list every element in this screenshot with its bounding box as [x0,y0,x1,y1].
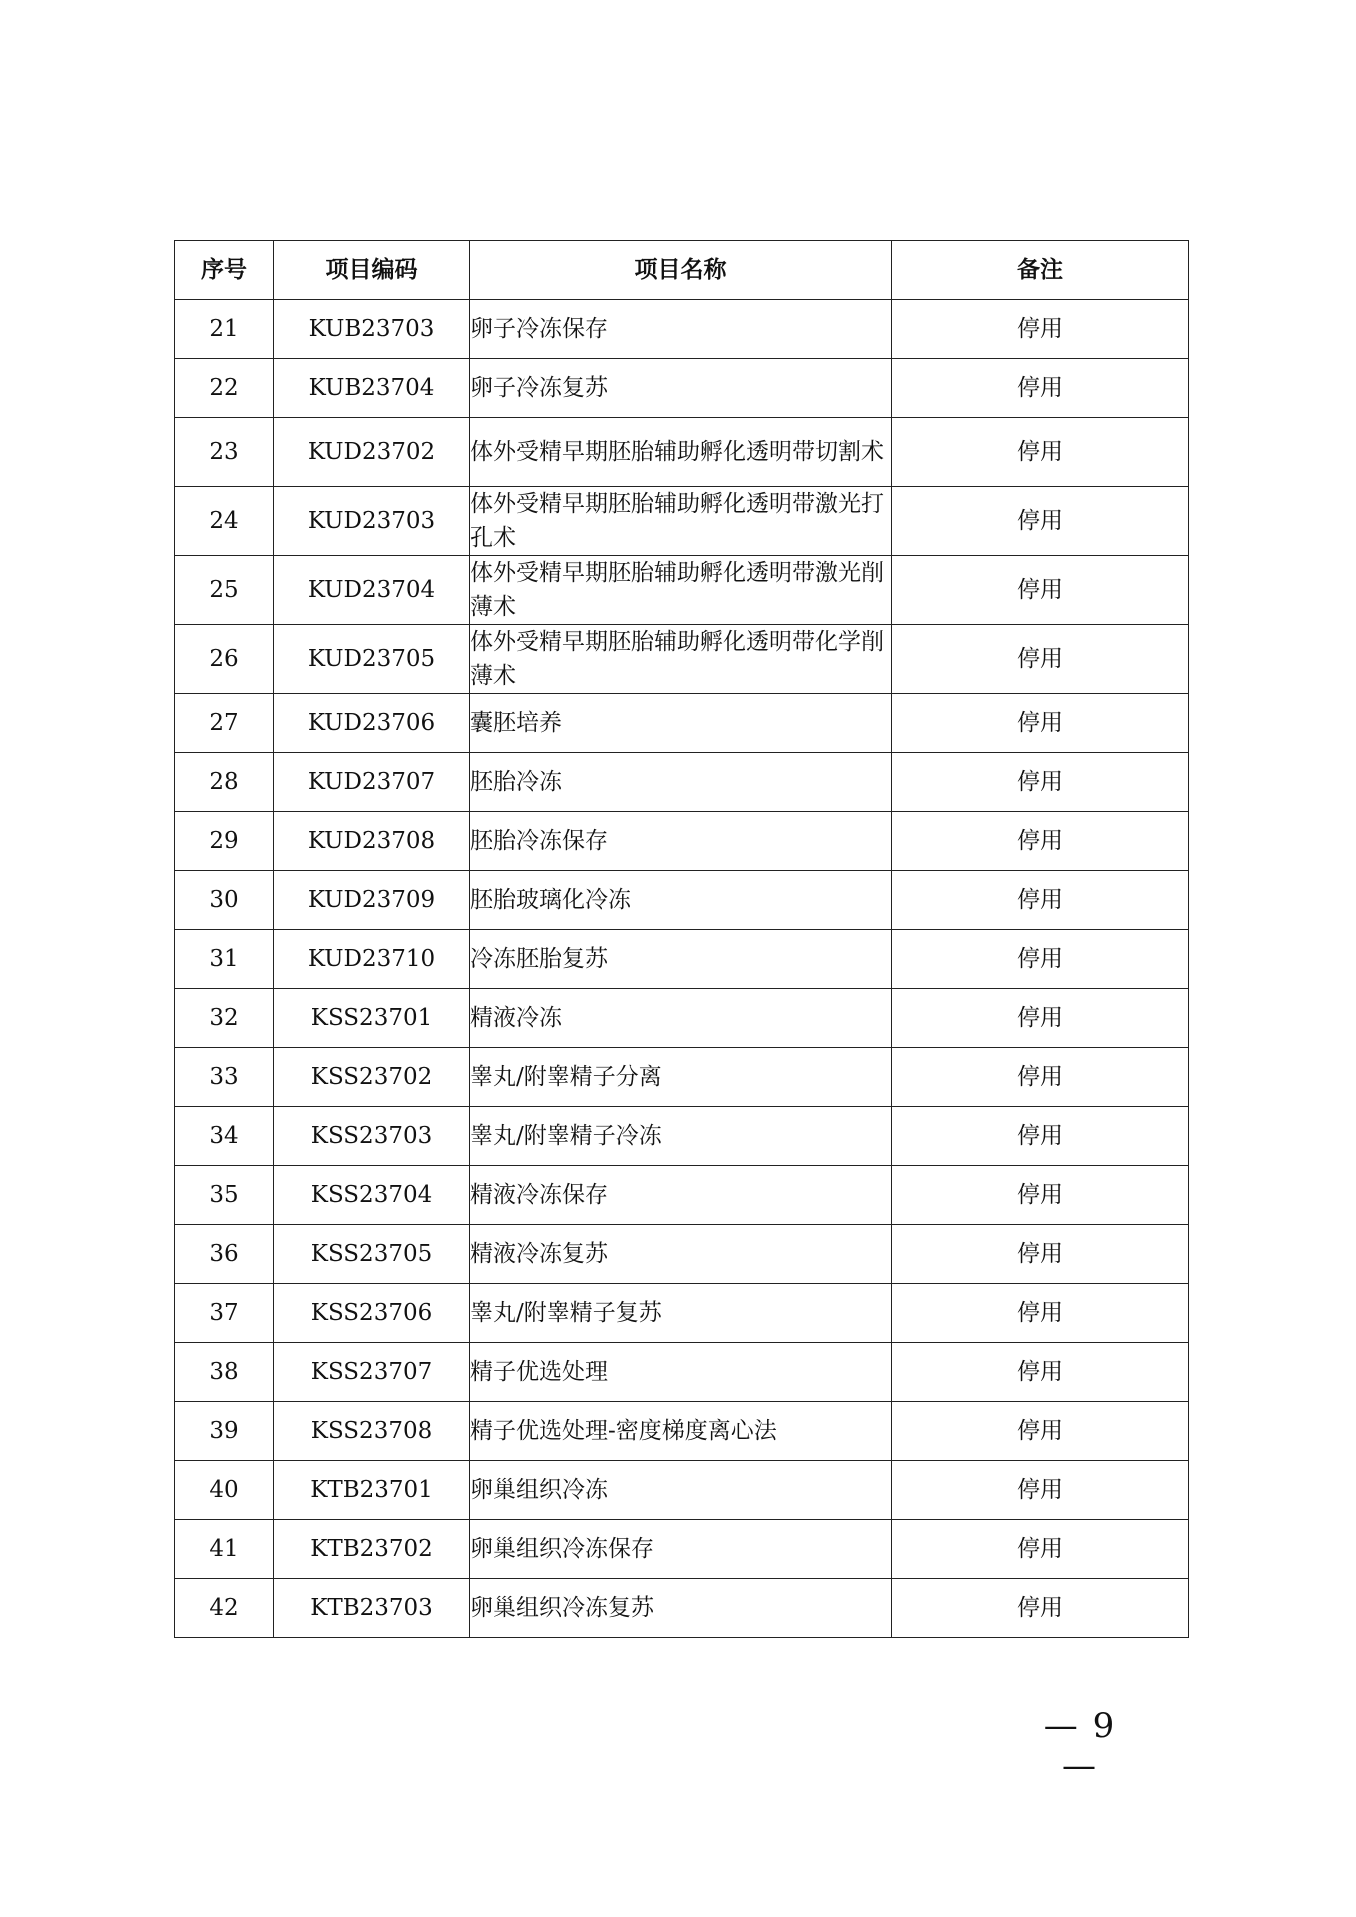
table-row [175,625,1189,694]
project-name-cell: 精子优选处理 [470,1343,892,1402]
project-name-cell: 睾丸/附睾精子分离 [470,1048,892,1107]
remark-cell: 停用 [892,1343,1189,1402]
table-row [175,753,1189,812]
project-name-cell: 胚胎玻璃化冷冻 [470,871,892,930]
project-name-cell: 精子优选处理-密度梯度离心法 [470,1402,892,1461]
table-row [175,300,1189,359]
project-code-cell: KTB23703 [274,1579,470,1638]
serial-number-cell: 21 [175,300,274,359]
remark-cell: 停用 [892,1579,1189,1638]
remark-cell: 停用 [892,1048,1189,1107]
table-row [175,1284,1189,1343]
project-code-cell: KTB23702 [274,1520,470,1579]
serial-number-cell: 33 [175,1048,274,1107]
table-row [175,556,1189,625]
project-name-cell: 冷冻胚胎复苏 [470,930,892,989]
table-row [175,871,1189,930]
serial-number-cell: 35 [175,1166,274,1225]
serial-number-cell: 22 [175,359,274,418]
header-project-name: 项目名称 [470,241,892,300]
table-row [175,694,1189,753]
remark-cell: 停用 [892,625,1189,694]
table-row [175,1225,1189,1284]
project-name-cell: 卵子冷冻复苏 [470,359,892,418]
header-serial-number: 序号 [175,241,274,300]
serial-number-cell: 40 [175,1461,274,1520]
project-code-cell: KUD23707 [274,753,470,812]
project-name-cell: 精液冷冻保存 [470,1166,892,1225]
remark-cell: 停用 [892,418,1189,487]
remark-cell: 停用 [892,1461,1189,1520]
remark-cell: 停用 [892,1284,1189,1343]
project-name-cell: 睾丸/附睾精子冷冻 [470,1107,892,1166]
project-name-cell: 卵子冷冻保存 [470,300,892,359]
project-name-cell: 体外受精早期胚胎辅助孵化透明带激光削薄术 [470,556,892,625]
serial-number-cell: 30 [175,871,274,930]
remark-cell: 停用 [892,871,1189,930]
project-code-cell: KUD23709 [274,871,470,930]
project-code-cell: KUD23710 [274,930,470,989]
remark-cell: 停用 [892,300,1189,359]
project-code-cell: KUB23704 [274,359,470,418]
project-code-cell: KTB23701 [274,1461,470,1520]
table-row [175,1166,1189,1225]
table-row [175,1461,1189,1520]
project-code-cell: KUD23703 [274,487,470,556]
remark-cell: 停用 [892,989,1189,1048]
header-project-code: 项目编码 [274,241,470,300]
remark-cell: 停用 [892,359,1189,418]
project-name-cell: 卵巢组织冷冻 [470,1461,892,1520]
serial-number-cell: 26 [175,625,274,694]
project-name-cell: 卵巢组织冷冻复苏 [470,1579,892,1638]
serial-number-cell: 31 [175,930,274,989]
project-code-cell: KSS23702 [274,1048,470,1107]
serial-number-cell: 27 [175,694,274,753]
project-code-cell: KSS23706 [274,1284,470,1343]
project-code-cell: KUB23703 [274,300,470,359]
project-name-cell: 体外受精早期胚胎辅助孵化透明带切割术 [470,418,892,487]
serial-number-cell: 25 [175,556,274,625]
table-row [175,1520,1189,1579]
project-name-cell: 精液冷冻复苏 [470,1225,892,1284]
project-code-cell: KUD23704 [274,556,470,625]
project-code-cell: KSS23704 [274,1166,470,1225]
remark-cell: 停用 [892,812,1189,871]
header-remarks: 备注 [892,241,1189,300]
serial-number-cell: 29 [175,812,274,871]
serial-number-cell: 42 [175,1579,274,1638]
project-name-cell: 体外受精早期胚胎辅助孵化透明带化学削薄术 [470,625,892,694]
table-row [175,1579,1189,1638]
remark-cell: 停用 [892,1520,1189,1579]
serial-number-cell: 24 [175,487,274,556]
remark-cell: 停用 [892,1166,1189,1225]
table-row [175,1107,1189,1166]
project-code-cell: KSS23707 [274,1343,470,1402]
serial-number-cell: 34 [175,1107,274,1166]
table-row [175,418,1189,487]
remark-cell: 停用 [892,694,1189,753]
table-row [175,989,1189,1048]
table-row [175,487,1189,556]
serial-number-cell: 36 [175,1225,274,1284]
remark-cell: 停用 [892,487,1189,556]
serial-number-cell: 28 [175,753,274,812]
remark-cell: 停用 [892,1107,1189,1166]
remark-cell: 停用 [892,753,1189,812]
project-code-cell: KUD23706 [274,694,470,753]
serial-number-cell: 37 [175,1284,274,1343]
project-table [174,240,1189,1638]
serial-number-cell: 38 [175,1343,274,1402]
project-name-cell: 精液冷冻 [470,989,892,1048]
header-row [175,241,1189,300]
table-row [175,1048,1189,1107]
project-code-cell: KSS23705 [274,1225,470,1284]
serial-number-cell: 39 [175,1402,274,1461]
page-number: — 9 — [1043,1706,1117,1786]
serial-number-cell: 32 [175,989,274,1048]
project-code-cell: KUD23708 [274,812,470,871]
remark-cell: 停用 [892,930,1189,989]
project-code-cell: KSS23708 [274,1402,470,1461]
serial-number-cell: 23 [175,418,274,487]
project-name-cell: 胚胎冷冻保存 [470,812,892,871]
table-row [175,930,1189,989]
remark-cell: 停用 [892,1402,1189,1461]
project-name-cell: 体外受精早期胚胎辅助孵化透明带激光打孔术 [470,487,892,556]
serial-number-cell: 41 [175,1520,274,1579]
project-code-cell: KUD23702 [274,418,470,487]
remark-cell: 停用 [892,556,1189,625]
project-code-cell: KSS23703 [274,1107,470,1166]
project-code-cell: KUD23705 [274,625,470,694]
project-name-cell: 睾丸/附睾精子复苏 [470,1284,892,1343]
table-row [175,1402,1189,1461]
table-row [175,1343,1189,1402]
table-row [175,812,1189,871]
project-name-cell: 胚胎冷冻 [470,753,892,812]
table-body [175,300,1189,1638]
project-name-cell: 囊胚培养 [470,694,892,753]
remark-cell: 停用 [892,1225,1189,1284]
project-code-cell: KSS23701 [274,989,470,1048]
table-row [175,359,1189,418]
project-name-cell: 卵巢组织冷冻保存 [470,1520,892,1579]
table-header [175,241,1189,300]
